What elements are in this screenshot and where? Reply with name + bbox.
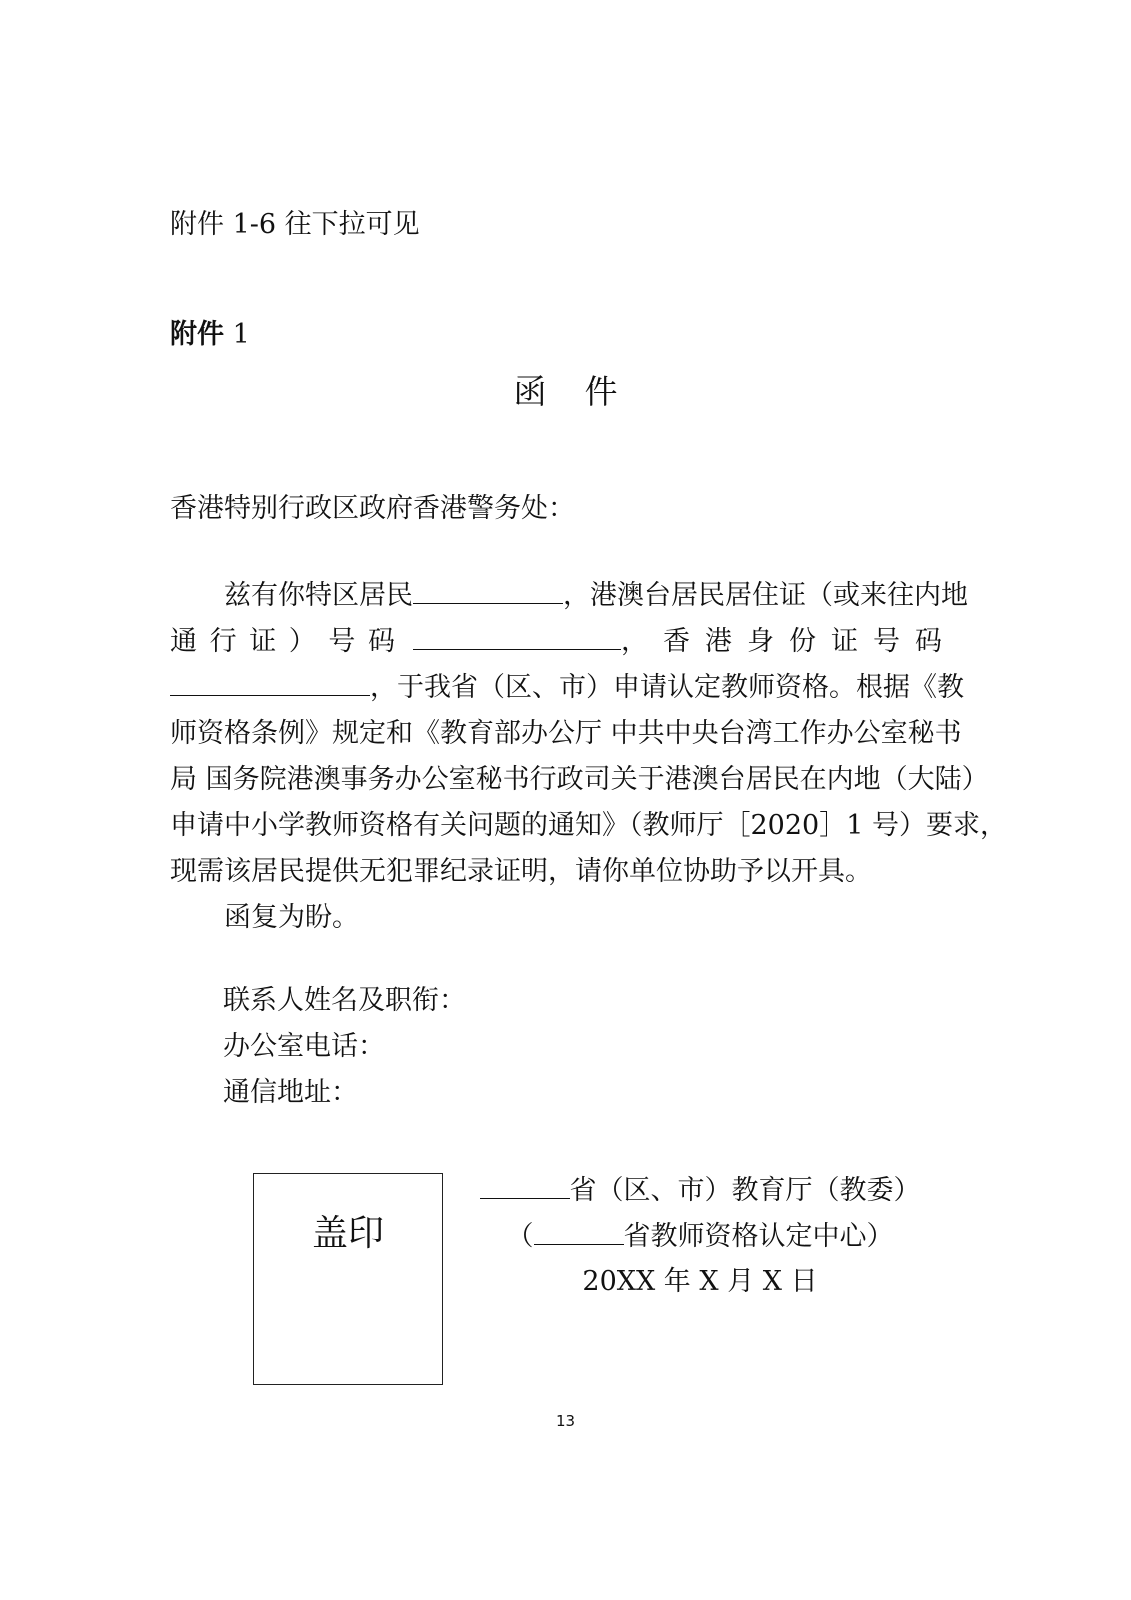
letter-body [170, 573, 1007, 941]
body-char: ） [288, 626, 316, 657]
resident-name-blank[interactable] [413, 573, 563, 604]
contact-name-title: 联系人姓名及职衔： [223, 985, 466, 1016]
center-province-blank[interactable] [534, 1216, 624, 1245]
page-number: 13 [555, 1412, 576, 1430]
signature-line-2 [470, 1216, 930, 1257]
body-line-1 [170, 573, 968, 619]
body-line-2 [170, 619, 942, 665]
signature-date: 20XX 年 X 月 X 日 [582, 1266, 818, 1297]
attachment-label-number: 1 [232, 319, 250, 350]
recipient: 香港特别行政区政府香港警务处： [170, 493, 575, 524]
body-char: 码 [367, 626, 395, 657]
body-char: 通 [170, 626, 197, 657]
letter-title-char-1: 函 [513, 372, 547, 411]
body-closing [170, 895, 942, 941]
body-char: 码 [915, 626, 942, 657]
body-line-4: 师资格条例》规定和《教育部办公厅 中共中央台湾工作办公室秘书 [170, 718, 962, 749]
body-line-3 [170, 665, 964, 711]
body-char: 香 [663, 626, 690, 657]
closing-text: 函复为盼。 [224, 902, 359, 933]
body-char: 证 [831, 626, 858, 657]
body-text: 兹有你特区居民 [224, 580, 413, 611]
body-char: 号 [873, 626, 900, 657]
body-char: 证 [249, 626, 277, 657]
attachment-label [170, 318, 250, 352]
letter-title-char-2: 件 [584, 372, 618, 411]
letter-title [0, 372, 1131, 412]
stamp-box [253, 1173, 443, 1385]
attachment-note: 附件 1-6 往下拉可见 [170, 209, 420, 240]
body-char: 港 [705, 626, 732, 657]
signature-text: （ [506, 1221, 534, 1252]
permit-number-blank[interactable] [413, 619, 621, 650]
body-char: ， [621, 626, 648, 657]
signature-line-1 [470, 1170, 930, 1211]
signature-text: 省（区、市）教育厅（教委） [569, 1175, 921, 1206]
stamp-label: 盖印 [311, 1213, 384, 1254]
body-line-7: 现需该居民提供无犯罪纪录证明，请你单位协助予以开具。 [170, 856, 872, 887]
body-char: 份 [789, 626, 816, 657]
body-line-6: 申请中小学教师资格有关问题的通知》（教师厅［2020］1 号）要求， [170, 810, 1007, 841]
attachment-label-word: 附件 [170, 319, 224, 350]
body-char: 行 [209, 626, 237, 657]
body-line-5: 局 国务院港澳事务办公室秘书行政司关于港澳台居民在内地（大陆） [170, 764, 989, 795]
body-text: ，于我省（区、市）申请认定教师资格。根据《教 [370, 672, 964, 703]
body-char: 身 [747, 626, 774, 657]
contact-phone: 办公室电话： [223, 1031, 385, 1062]
body-char: 号 [328, 626, 356, 657]
body-text: ，港澳台居民居住证（或来往内地 [563, 580, 968, 611]
province-blank[interactable] [480, 1170, 570, 1199]
signature-text: 省教师资格认定中心） [623, 1221, 894, 1252]
hkid-number-blank[interactable] [170, 665, 370, 696]
contact-address: 通信地址： [223, 1077, 358, 1108]
